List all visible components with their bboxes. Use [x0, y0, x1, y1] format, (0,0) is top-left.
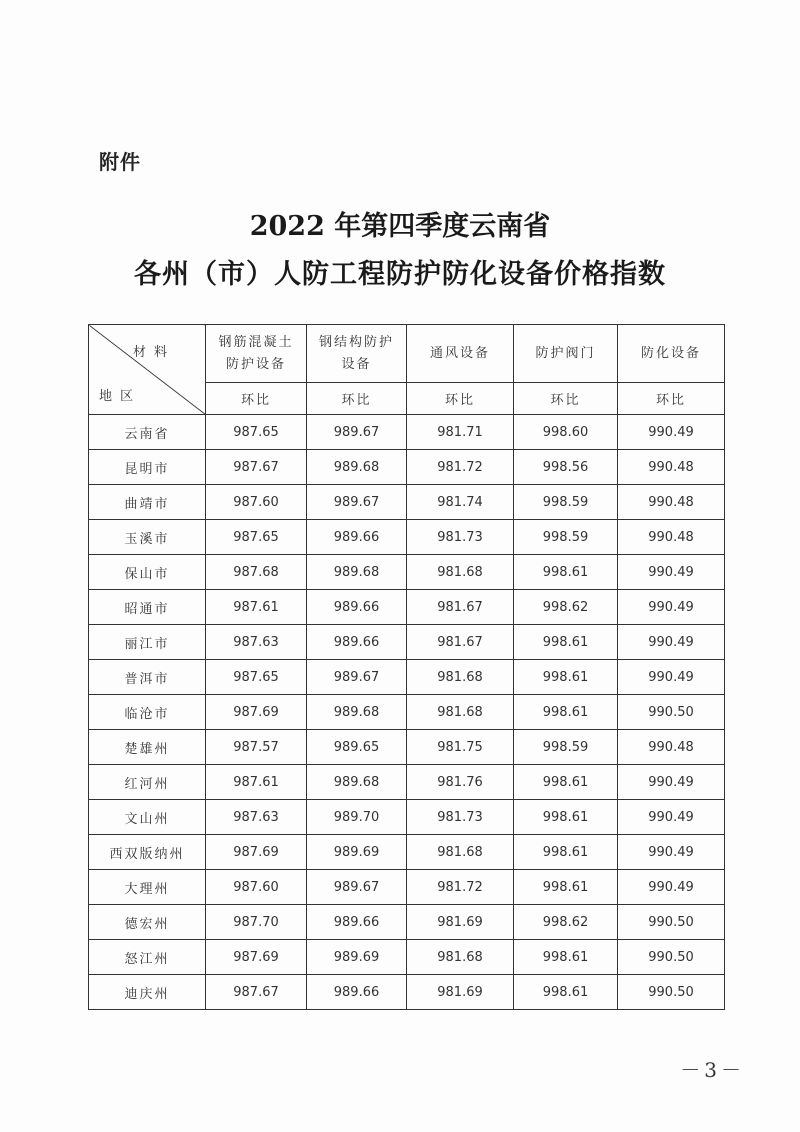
- index-value-cell: 989.68: [307, 765, 407, 800]
- index-value-cell: 987.65: [206, 415, 307, 450]
- index-value-cell: 998.56: [514, 450, 618, 485]
- index-value-cell: 987.65: [206, 520, 307, 555]
- column-header: 防护阀门: [514, 325, 618, 383]
- index-value-cell: 987.69: [206, 940, 307, 975]
- index-value-cell: 989.69: [307, 940, 407, 975]
- index-value-cell: 981.73: [407, 800, 514, 835]
- table-row: [89, 485, 725, 520]
- table-row: [89, 415, 725, 450]
- index-value-cell: 990.49: [618, 590, 725, 625]
- index-value-cell: 998.61: [514, 835, 618, 870]
- region-cell: 文山州: [89, 800, 206, 835]
- index-value-cell: 987.61: [206, 765, 307, 800]
- index-value-cell: 998.61: [514, 555, 618, 590]
- price-index-table: [88, 324, 725, 1010]
- index-value-cell: 990.49: [618, 555, 725, 590]
- table-row: [89, 835, 725, 870]
- region-cell: 西双版纳州: [89, 835, 206, 870]
- index-value-cell: 998.61: [514, 625, 618, 660]
- region-cell: 玉溪市: [89, 520, 206, 555]
- index-value-cell: 981.67: [407, 625, 514, 660]
- index-value-cell: 981.69: [407, 905, 514, 940]
- index-value-cell: 987.69: [206, 695, 307, 730]
- index-value-cell: 990.50: [618, 940, 725, 975]
- region-cell: 怒江州: [89, 940, 206, 975]
- page-number: －3－: [680, 1058, 745, 1082]
- column-subheader: 环比: [618, 383, 725, 415]
- index-value-cell: 981.68: [407, 835, 514, 870]
- index-value-cell: 990.49: [618, 415, 725, 450]
- header-row: [89, 325, 725, 383]
- column-header: 防化设备: [618, 325, 725, 383]
- index-value-cell: 981.68: [407, 660, 514, 695]
- index-value-cell: 989.68: [307, 450, 407, 485]
- region-cell: 楚雄州: [89, 730, 206, 765]
- index-value-cell: 981.68: [407, 555, 514, 590]
- index-value-cell: 990.49: [618, 660, 725, 695]
- region-cell: 昆明市: [89, 450, 206, 485]
- index-value-cell: 989.70: [307, 800, 407, 835]
- index-value-cell: 998.61: [514, 660, 618, 695]
- table-row: [89, 870, 725, 905]
- region-cell: 普洱市: [89, 660, 206, 695]
- index-value-cell: 989.69: [307, 835, 407, 870]
- column-header: 钢结构防护 设备: [307, 325, 407, 383]
- index-value-cell: 989.67: [307, 415, 407, 450]
- index-value-cell: 987.70: [206, 905, 307, 940]
- index-value-cell: 981.72: [407, 870, 514, 905]
- region-cell: 云南省: [89, 415, 206, 450]
- region-cell: 迪庆州: [89, 975, 206, 1010]
- index-value-cell: 987.63: [206, 625, 307, 660]
- table-row: [89, 555, 725, 590]
- index-value-cell: 987.67: [206, 450, 307, 485]
- index-value-cell: 990.50: [618, 975, 725, 1010]
- region-cell: 丽江市: [89, 625, 206, 660]
- index-value-cell: 981.76: [407, 765, 514, 800]
- index-value-cell: 990.50: [618, 695, 725, 730]
- table-row: [89, 905, 725, 940]
- region-cell: 昭通市: [89, 590, 206, 625]
- index-value-cell: 998.61: [514, 940, 618, 975]
- index-value-cell: 998.61: [514, 800, 618, 835]
- index-value-cell: 990.49: [618, 835, 725, 870]
- table-row: [89, 625, 725, 660]
- corner-region-label: 地区: [99, 389, 142, 404]
- index-value-cell: 981.75: [407, 730, 514, 765]
- column-subheader: 环比: [307, 383, 407, 415]
- index-value-cell: 987.69: [206, 835, 307, 870]
- index-value-cell: 998.60: [514, 415, 618, 450]
- index-value-cell: 998.61: [514, 765, 618, 800]
- column-subheader: 环比: [514, 383, 618, 415]
- index-value-cell: 989.67: [307, 870, 407, 905]
- index-value-cell: 990.48: [618, 730, 725, 765]
- index-value-cell: 990.48: [618, 485, 725, 520]
- index-value-cell: 981.68: [407, 695, 514, 730]
- index-value-cell: 987.68: [206, 555, 307, 590]
- region-cell: 红河州: [89, 765, 206, 800]
- index-value-cell: 990.50: [618, 905, 725, 940]
- table-row: [89, 590, 725, 625]
- index-value-cell: 981.73: [407, 520, 514, 555]
- index-value-cell: 987.67: [206, 975, 307, 1010]
- index-value-cell: 987.60: [206, 485, 307, 520]
- table-row: [89, 730, 725, 765]
- index-value-cell: 990.49: [618, 765, 725, 800]
- index-value-cell: 981.72: [407, 450, 514, 485]
- index-value-cell: 990.49: [618, 870, 725, 905]
- index-value-cell: 989.66: [307, 905, 407, 940]
- index-value-cell: 998.61: [514, 870, 618, 905]
- region-cell: 保山市: [89, 555, 206, 590]
- index-value-cell: 981.74: [407, 485, 514, 520]
- index-value-cell: 987.65: [206, 660, 307, 695]
- corner-header-cell: [89, 325, 206, 415]
- table-row: [89, 765, 725, 800]
- region-cell: 临沧市: [89, 695, 206, 730]
- attachment-label: 附件: [99, 150, 141, 174]
- table-row: [89, 695, 725, 730]
- document-title-line1: 2022 年第四季度云南省: [249, 211, 551, 242]
- index-value-cell: 981.68: [407, 940, 514, 975]
- index-value-cell: 989.66: [307, 520, 407, 555]
- index-value-cell: 998.61: [514, 975, 618, 1010]
- index-value-cell: 989.66: [307, 590, 407, 625]
- index-value-cell: 990.48: [618, 450, 725, 485]
- index-value-cell: 989.68: [307, 555, 407, 590]
- table-row: [89, 940, 725, 975]
- index-value-cell: 989.66: [307, 625, 407, 660]
- index-value-cell: 990.49: [618, 625, 725, 660]
- table-row: [89, 660, 725, 695]
- index-value-cell: 998.62: [514, 905, 618, 940]
- column-header: 钢筋混凝土 防护设备: [206, 325, 307, 383]
- index-value-cell: 998.59: [514, 730, 618, 765]
- index-value-cell: 998.61: [514, 695, 618, 730]
- region-cell: 德宏州: [89, 905, 206, 940]
- column-subheader: 环比: [206, 383, 307, 415]
- table-row: [89, 975, 725, 1010]
- region-cell: 曲靖市: [89, 485, 206, 520]
- index-value-cell: 989.67: [307, 660, 407, 695]
- index-value-cell: 987.63: [206, 800, 307, 835]
- column-header: 通风设备: [407, 325, 514, 383]
- table-row: [89, 450, 725, 485]
- index-value-cell: 981.67: [407, 590, 514, 625]
- table-body: [89, 325, 725, 1010]
- index-value-cell: 987.61: [206, 590, 307, 625]
- index-value-cell: 998.59: [514, 520, 618, 555]
- index-value-cell: 998.62: [514, 590, 618, 625]
- index-value-cell: 981.71: [407, 415, 514, 450]
- corner-material-label: 材料: [132, 345, 175, 360]
- column-subheader: 环比: [407, 383, 514, 415]
- index-value-cell: 989.68: [307, 695, 407, 730]
- index-value-cell: 989.65: [307, 730, 407, 765]
- index-value-cell: 990.49: [618, 800, 725, 835]
- index-value-cell: 989.67: [307, 485, 407, 520]
- table-row: [89, 520, 725, 555]
- document-title-line2: 各州（市）人防工程防护防化设备价格指数: [134, 259, 666, 290]
- table-row: [89, 800, 725, 835]
- index-value-cell: 989.66: [307, 975, 407, 1010]
- index-value-cell: 990.48: [618, 520, 725, 555]
- index-value-cell: 981.69: [407, 975, 514, 1010]
- index-value-cell: 998.59: [514, 485, 618, 520]
- region-cell: 大理州: [89, 870, 206, 905]
- index-value-cell: 987.57: [206, 730, 307, 765]
- index-value-cell: 987.60: [206, 870, 307, 905]
